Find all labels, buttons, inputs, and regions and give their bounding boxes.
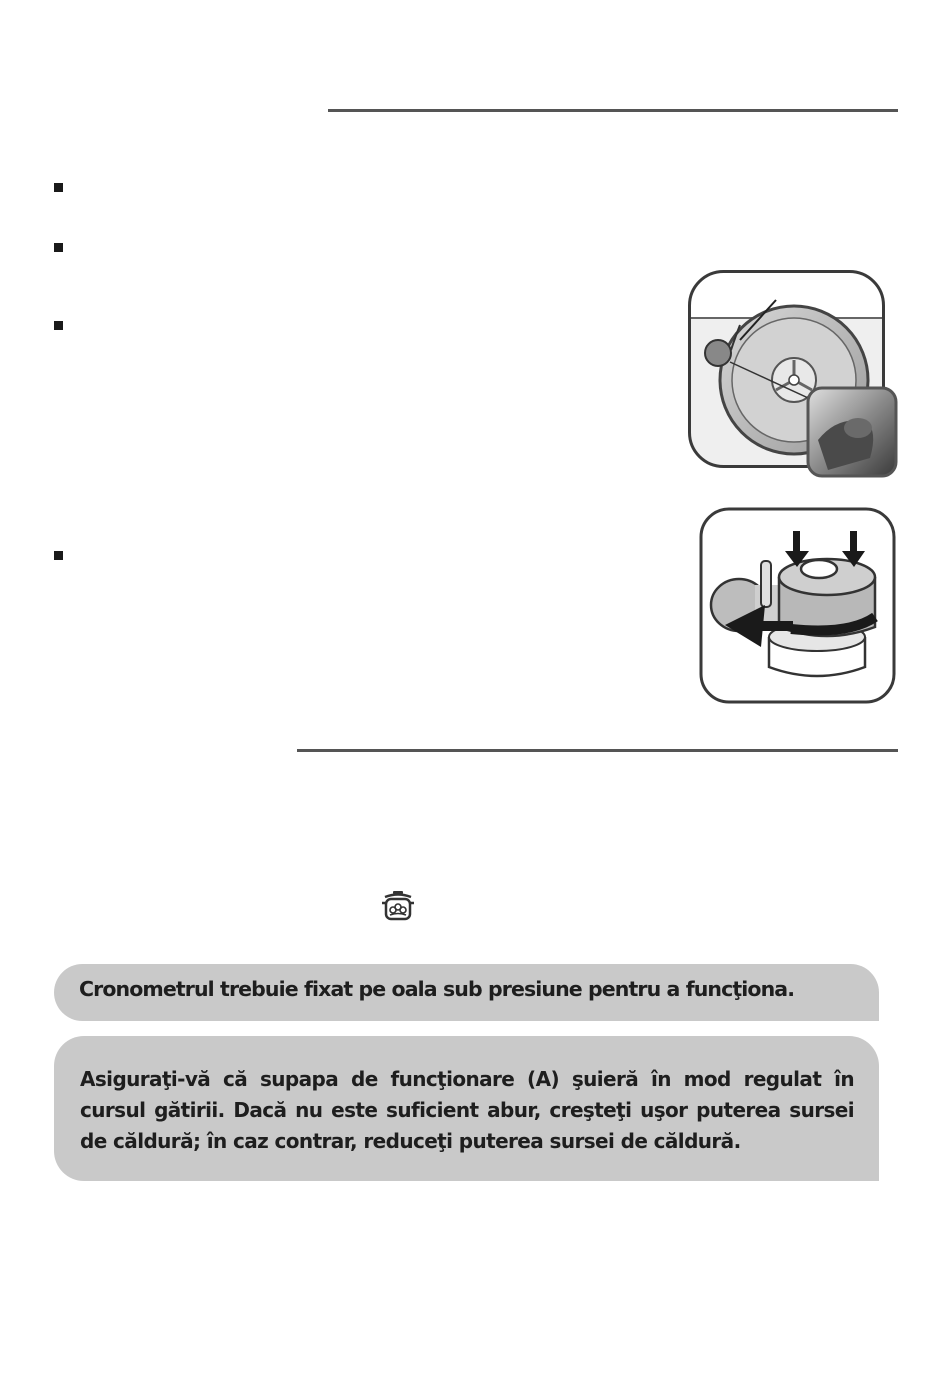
bullet-square-icon: [54, 551, 63, 560]
bullet-square-icon: [54, 321, 63, 330]
timer-note-text: Cronometrul trebuie fixat pe oala sub presiune pentru a funcţiona.: [79, 977, 795, 1001]
bullet-square-icon: [54, 243, 63, 252]
section-rule-top: [328, 109, 898, 112]
valve-note-text: Asiguraţi-vă că supapa de funcţionare (A) şuieră în mod regulat în cursul gătirii. Dacă nu este suficient abur, creşteţi uşor puterea sursei de căldură; în caz contrar, reduceţi puterea sursei de căldură.: [80, 1067, 854, 1153]
lid-filter-illustration: [688, 270, 898, 478]
timer-note: [54, 964, 879, 1021]
valve-note: [54, 1036, 879, 1181]
bullet-square-icon: [54, 183, 63, 192]
section-rule-middle: [297, 749, 898, 752]
pressure-cooker-icon: [380, 890, 416, 924]
valve-installation-illustration: [699, 507, 899, 705]
